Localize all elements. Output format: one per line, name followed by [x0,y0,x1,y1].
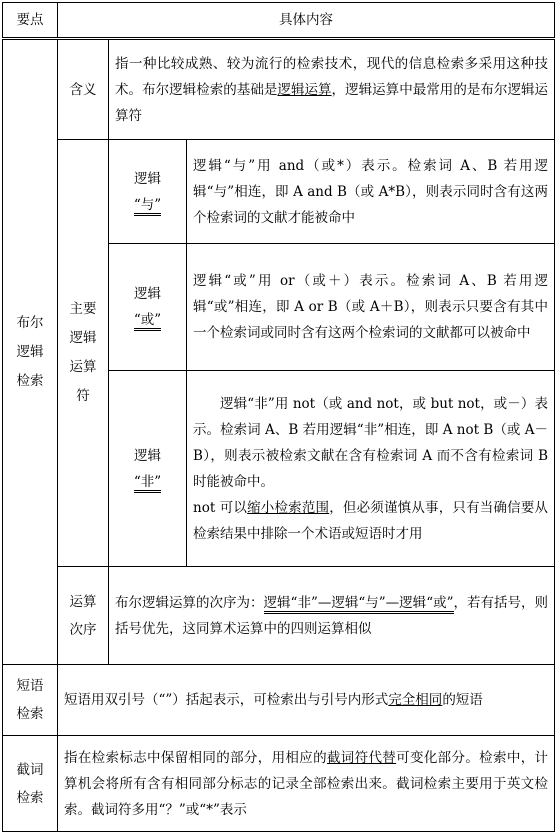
operators-label: 主要 逻辑 运算 符 [58,140,109,567]
truncation-text: 指在检索标志中保留相同的部分，用相应的截词符代替可变化部分。检索中，计算机会将所有含有相同部分标志的记录全部检索出来。截词检索主要用于英文检索。截词符多用“？”或“*”表示 [58,736,555,832]
not-text: 逻辑“非”用 not（或 and not，或 but not，或－）表示。检索词 A、B 若用逻辑“非”相连，即 A not B（或 A－B），则表示被检索文献在含有检索词 A 而不含有检索词 B 时能被命中。 not 可以缩小检索范围，但必须谨慎从事，只有当确信要从检索结果中排除一个术语或短语时才用 [187,371,555,567]
not-label: 逻辑 “非” [109,371,187,567]
header-key-points: 要点 [3,3,58,39]
boolean-label: 布尔 逻辑 检索 [3,39,58,665]
truncation-label: 截词 检索 [3,736,58,832]
meaning-label: 含义 [58,39,109,140]
phrase-text: 短语用双引号（“”）括起表示，可检索出与引号内形式完全相同的短语 [58,665,555,736]
or-text: 逻辑“或”用 or（或＋）表示。检索词 A、B 若用逻辑“或”相连，即 A or B（或 A＋B），则表示只要含有其中一个检索词或同时含有这两个检索词的文献都可以被命中 [187,244,555,371]
or-label: 逻辑 “或” [109,244,187,371]
and-text: 逻辑“与”用 and（或*）表示。检索词 A、B 若用逻辑“与”相连，即 A and B（或 A*B），则表示同时含有这两个检索词的文献才能被命中 [187,140,555,244]
header-details: 具体内容 [58,3,555,39]
meaning-text: 指一种比较成熟、较为流行的检索技术，现代的信息检索多采用这种技术。布尔逻辑检索的基础是逻辑运算，逻辑运算中最常用的是布尔逻辑运算符 [109,39,555,140]
knowledge-table [2,2,555,832]
order-text: 布尔逻辑运算的次序为：逻辑“非”—逻辑“与”—逻辑“或”，若有括号，则括号优先，这同算术运算中的四则运算相似 [109,567,555,665]
phrase-label: 短语 检索 [3,665,58,736]
order-label: 运算 次序 [58,567,109,665]
and-label: 逻辑 “与” [109,140,187,244]
